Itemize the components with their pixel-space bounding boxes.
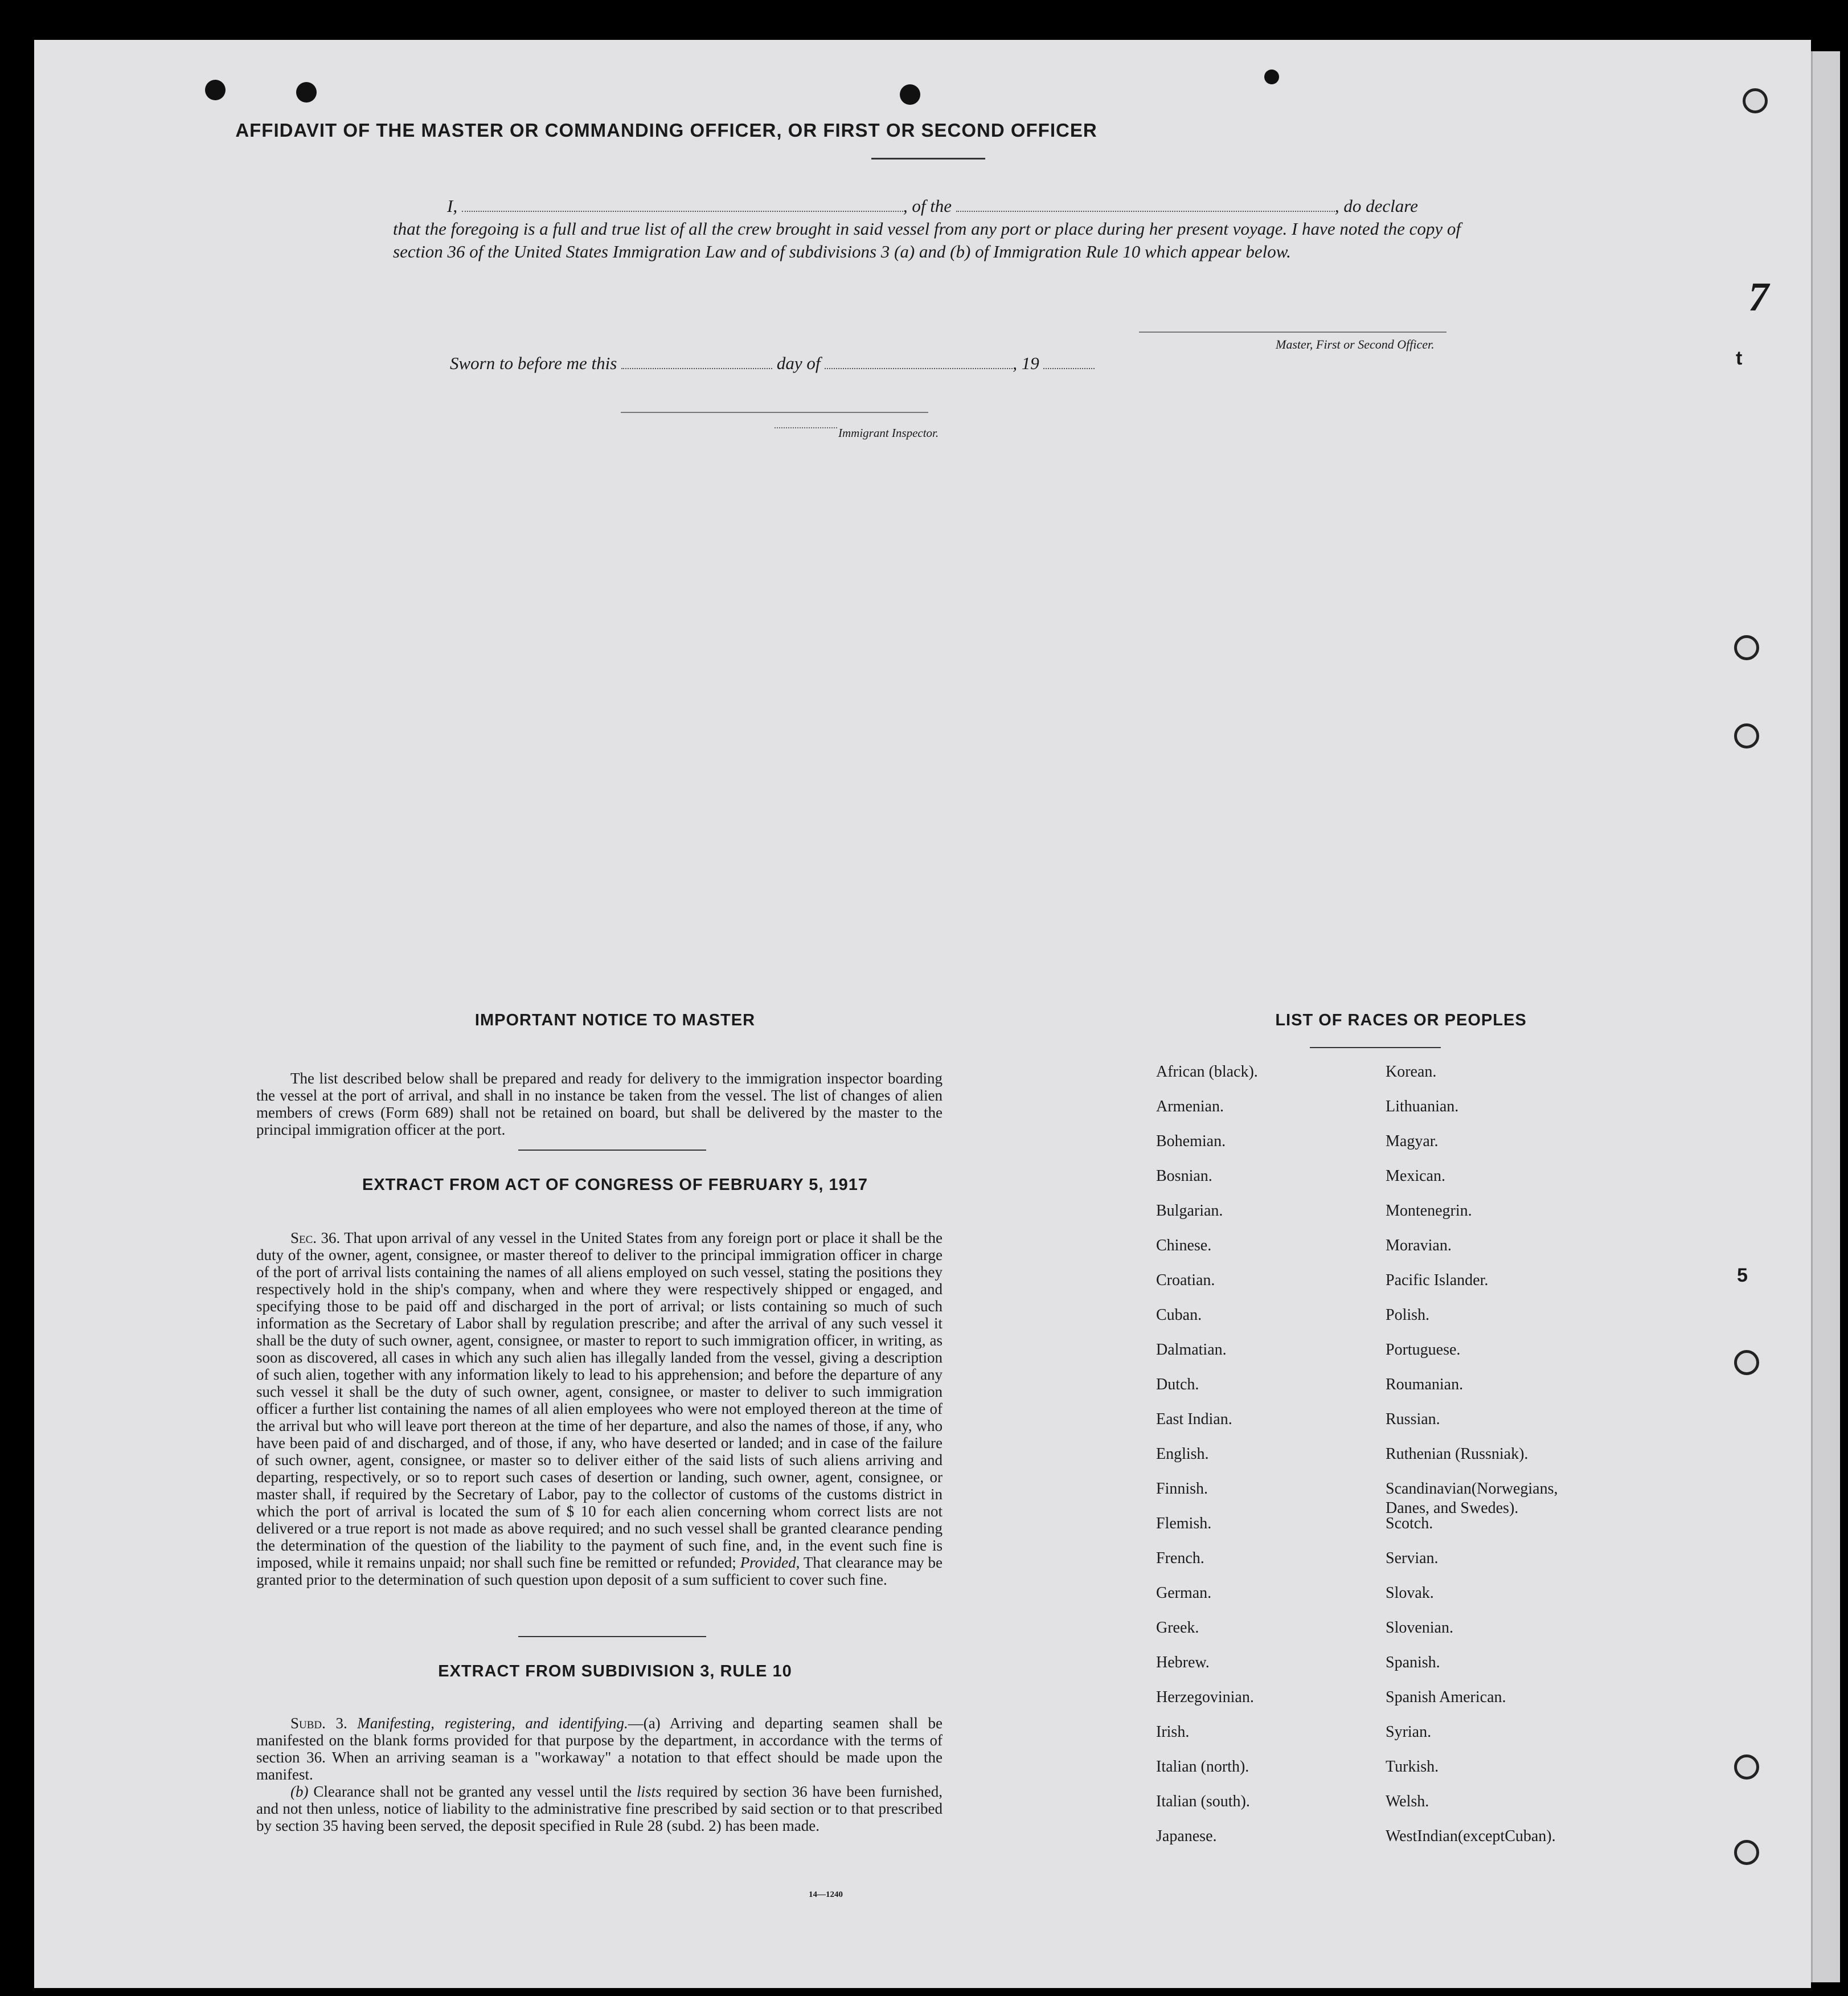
race-item: Flemish. [1156,1515,1212,1532]
race-item: Cuban. [1156,1306,1202,1324]
binder-ring-mark [1734,723,1759,748]
section-36-text: That upon arrival of any vessel in the United States from any foreign port or place it shall be the duty of the owner, agent, consignee, or master thereof to deliver to the principal immigration officer in charge of the port of arrival lists containing the names of all aliens employed on such vessel, stating the positions they respectively hold in the ship's company, when and where they were respectively shipped or engaged, and specifying those to be paid off and discharged in the port of arrival; or lists containing so much of such information as the Secretary of Labor shall by regulation prescribe; and after the arrival of any such vessel it shall be the duty of such owner, agent, consignee, or master to report to such immigration officer, in writing, as soon as discovered, all cases in which any such alien has illegally landed from the vessel, giving a description of such alien, together with any information likely to lead to his apprehension; and before the departure of any such vessel it shall be the duty of such owner, agent, consignee, or master to deliver to such immigration officer a further list containing the names of all alien employees who were not employed thereon at the time of the arrival but who will leave port thereon at the time of her departure, and also the names of those, if any, who have been paid of and discharged, and of those, if any, who have deserted or landed; and in case of the failure of such owner, agent, consignee, or master so to deliver either of the said lists of such aliens arriving and departing, respectively, or so to report such cases of desertion or landing, such owner, agent, consignee, or master shall, if required by the Secretary of Labor, pay to the collector of customs of the customs district in which the port of arrival is located the sum of $ 10 for each alien concerning whom correct lists are not delivered or a true report is not made as above required; and no such vessel shall be granted clearance pending the determination of the question of the liability to the payment of such fine, and, in the event such fine is imposed, while it remains unpaid; nor shall such fine be remitted or refunded; [256,1229,943,1571]
notice-title: IMPORTANT NOTICE TO MASTER [474,1011,756,1029]
inspector-signature-line[interactable] [621,412,928,413]
race-item: Irish. [1156,1723,1190,1741]
race-item: Slovenian. [1386,1619,1453,1637]
extract-act-title: EXTRACT FROM ACT OF CONGRESS OF FEBRUARY 5, 1917 [362,1176,868,1194]
race-item: Welsh. [1386,1793,1429,1810]
document-page [34,40,1811,1988]
race-item: English. [1156,1445,1209,1463]
race-item: Korean. [1386,1063,1437,1081]
form-number: 14—1240 [809,1890,843,1899]
subdivision-label: Subd. 3. [290,1715,347,1732]
section-label: Sec. 36. [290,1229,341,1246]
race-item: German. [1156,1584,1212,1602]
race-item: Scandinavian(Norwegians, Danes, and Swedes). [1386,1480,1558,1517]
subdivision-heading: Manifesting, registering, and identifying. [357,1715,628,1732]
declaration-body: that the foregoing is a full and true list of all the crew brought in said vessel from any port or place during her present voyage. I have noted the copy of section 36 of the United States Immigration Law and of subdivisions 3 (a) and (b) of Immigration Rule 10 which appear below. [393,219,1461,261]
handwritten-mark: t [1736,347,1743,369]
races-list-right [1386,1062,1613,1862]
subdivision-b-text-end: required by section 36 have been furnished, and not then unless, notice of liability to the administrative fine prescribed by said section or to that prescribed by section 35 having been served, the deposit specified in Rule 28 (subd. 2) has been made. [256,1783,943,1834]
race-item: Bosnian. [1156,1167,1212,1185]
race-item: WestIndian(exceptCuban). [1386,1827,1556,1845]
subdivision-a-text: —(a) Arriving and departing seamen shall be manifested on the blank forms provided for that purpose by the department, in accordance with the terms of section 36. When an arriving seaman is a "workaway" a notation to that effect should be made upon the manifest. [256,1715,943,1783]
race-item: Scotch. [1386,1515,1433,1532]
races-list-left [1156,1062,1361,1862]
subdivision-a [256,1715,943,1783]
race-item: Mexican. [1386,1167,1445,1185]
extract-rule-title: EXTRACT FROM SUBDIVISION 3, RULE 10 [438,1662,792,1680]
race-item: Spanish. [1386,1654,1440,1671]
race-item: Italian (north). [1156,1758,1249,1776]
race-item: Bohemian. [1156,1132,1226,1150]
race-item: Ruthenian (Russniak). [1386,1445,1529,1463]
provided-label: Provided, [740,1554,800,1571]
race-item: Hebrew. [1156,1654,1210,1671]
race-item: Italian (south). [1156,1793,1250,1810]
punch-hole [205,80,226,100]
divider [871,158,985,159]
race-item: Armenian. [1156,1098,1224,1115]
race-item: Japanese. [1156,1827,1217,1845]
binder-ring-mark [1743,88,1768,113]
race-item: Lithuanian. [1386,1098,1459,1115]
race-item: Pacific Islander. [1386,1271,1489,1289]
binder-ring-mark [1734,635,1759,660]
declaration-line [393,195,1503,218]
race-item: Syrian. [1386,1723,1432,1741]
handwritten-mark: 5 [1737,1265,1748,1286]
sworn-year-label: , 19 [1013,353,1039,373]
signature-line[interactable] [1139,332,1447,333]
subdivision-b-lists: lists [636,1783,662,1800]
sworn-day-blank[interactable] [621,352,772,369]
divider [518,1150,706,1151]
race-item: Chinese. [1156,1237,1212,1254]
section-36-text-end: That clearance may be granted prior to the determination of such question upon deposit of a sum sufficient to cover such fine. [256,1554,943,1588]
sworn-before-label: Sworn to before me this [450,353,617,373]
race-item: Herzegovinian. [1156,1688,1254,1706]
punch-hole [900,84,920,105]
page-edge [1811,51,1840,1982]
inspector-caption: Immigrant Inspector. [838,426,939,440]
declaration-of-the: , of the [903,196,952,216]
subdivision-b-text: Clearance shall not be granted any vessel until the [313,1783,632,1800]
race-item: Dutch. [1156,1376,1199,1393]
declaration-i: I, [447,196,458,216]
extract-rule-text [256,1715,943,1834]
master-name-blank[interactable] [462,195,903,212]
vessel-name-blank[interactable] [956,195,1335,212]
binder-ring-mark [1734,1840,1759,1865]
signature-caption: Master, First or Second Officer. [1276,337,1435,351]
race-item: Bulgarian. [1156,1202,1223,1220]
race-item: Finnish. [1156,1480,1208,1498]
race-item: Russian. [1386,1410,1440,1428]
binder-ring-mark [1734,1350,1759,1375]
extract-act-text [256,1229,943,1588]
race-item: Moravian. [1386,1237,1452,1254]
race-item: Montenegrin. [1386,1202,1472,1220]
race-item: French. [1156,1549,1204,1567]
race-item: Croatian. [1156,1271,1215,1289]
sworn-line [450,352,1095,374]
race-item: Slovak. [1386,1584,1434,1602]
binder-ring-mark [1734,1754,1759,1780]
affidavit-title: AFFIDAVIT OF THE MASTER OR COMMANDING OFFICER, OR FIRST OR SECOND OFFICER [235,120,1097,141]
race-item: Greek. [1156,1619,1199,1637]
race-item: African (black). [1156,1063,1258,1081]
race-item: Spanish American. [1386,1688,1506,1706]
sworn-day-of-label: day of [776,353,821,373]
subdivision-b-label: (b) [290,1783,309,1800]
inspector-dotted-lead [775,427,837,428]
race-item: Roumanian. [1386,1376,1464,1393]
sworn-year-blank[interactable] [1043,352,1095,369]
punch-hole [296,82,317,103]
affidavit-declaration [393,195,1503,263]
notice-text: The list described below shall be prepared and ready for delivery to the immigration inspector boarding the vessel at the port of arrival, and shall in no instance be taken from the vessel. The list of changes of alien members of crews (Form 689) shall not be retained on board, but shall be delivered by the master to the principal immigration officer at the port. [256,1070,943,1138]
subdivision-b [256,1783,943,1834]
sworn-month-blank[interactable] [825,352,1013,369]
race-item: Dalmatian. [1156,1341,1227,1359]
race-item: Portuguese. [1386,1341,1461,1359]
punch-hole [1264,69,1279,84]
races-title: LIST OF RACES OR PEOPLES [1275,1011,1527,1029]
handwritten-mark: 7 [1748,274,1769,320]
race-item: Magyar. [1386,1132,1439,1150]
race-item: Servian. [1386,1549,1439,1567]
race-item: Polish. [1386,1306,1430,1324]
race-item: Turkish. [1386,1758,1439,1776]
divider [1310,1047,1441,1048]
race-item: East Indian. [1156,1410,1232,1428]
declaration-do-declare: , do declare [1334,196,1418,216]
divider [518,1636,706,1637]
